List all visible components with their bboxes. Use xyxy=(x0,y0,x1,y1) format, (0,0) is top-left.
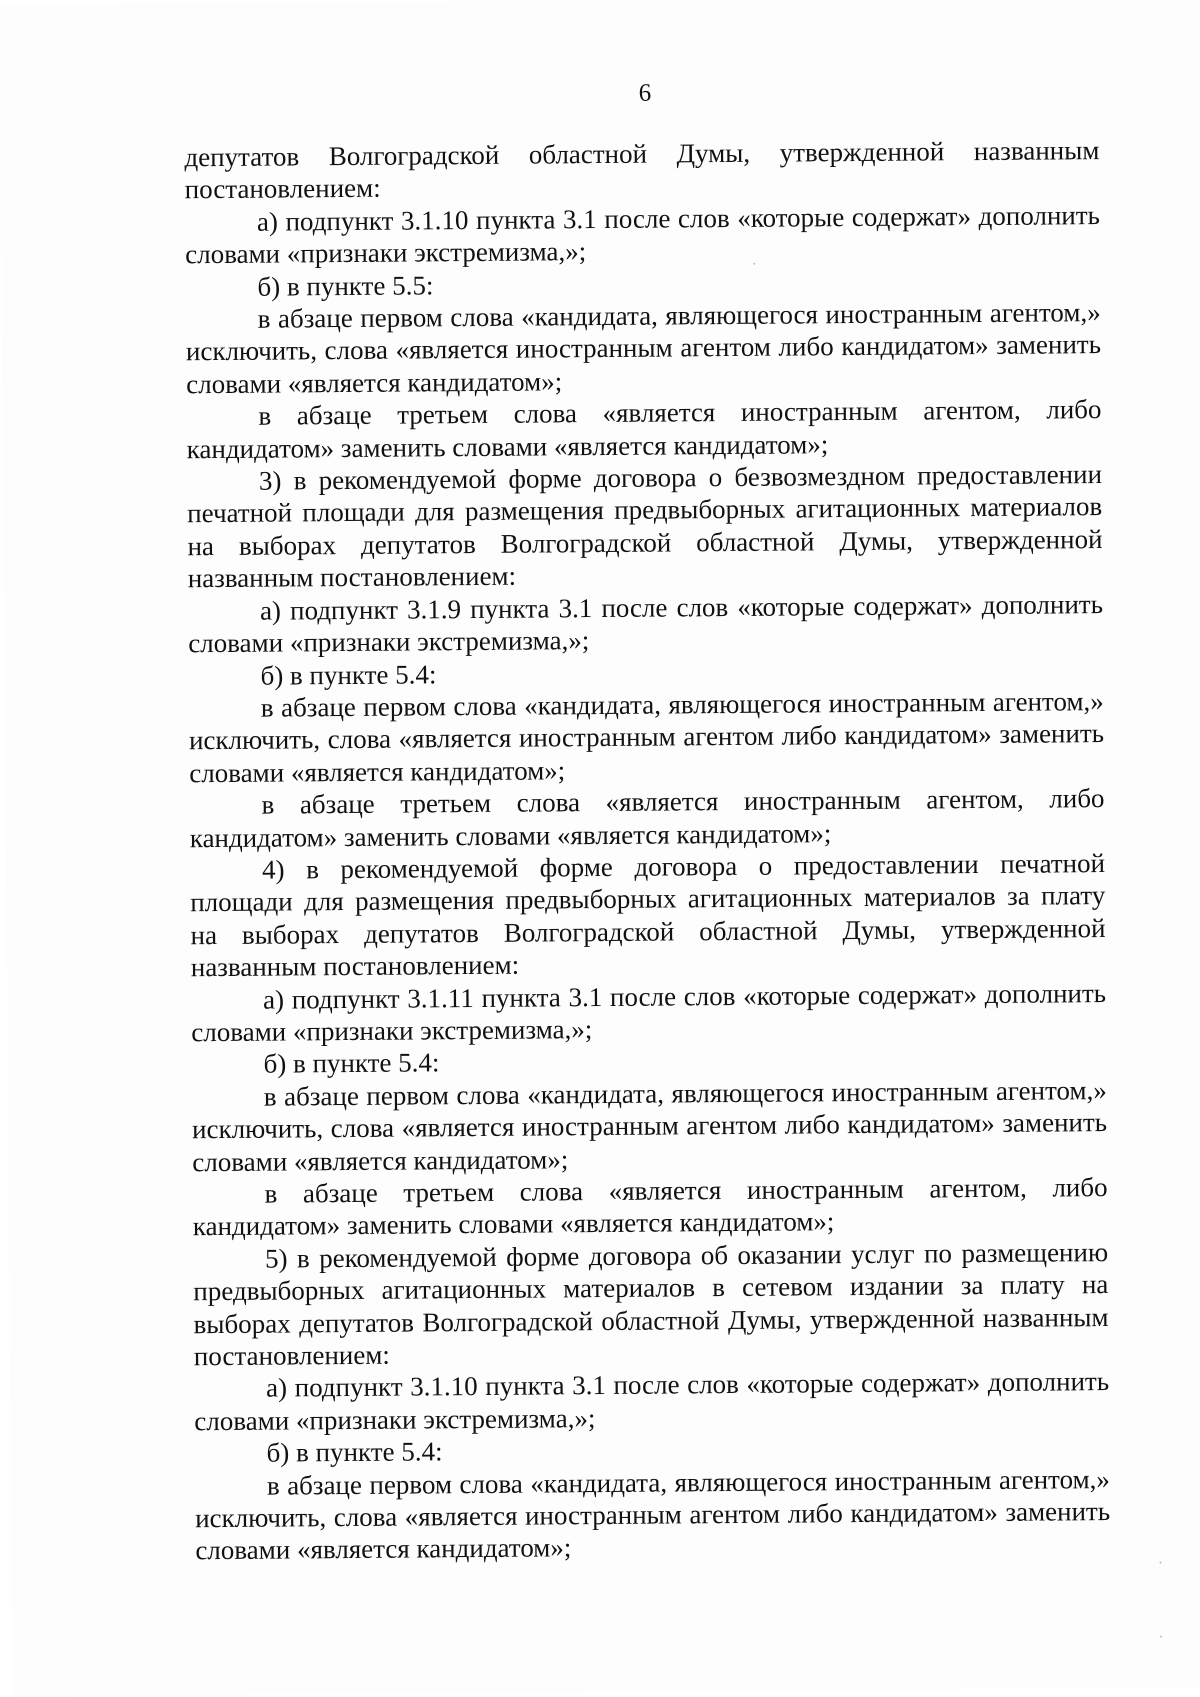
paragraph: в абзаце первом слова «кандидата, являющегося иностранным агентом,» исключить, слова «является иностранным агентом либо кандидатом» заменить словами «является кандидатом»; xyxy=(191,1074,1108,1177)
paragraph: б) в пункте 5.4: xyxy=(260,658,437,691)
paragraph: 5) в рекомендуемой форме договора об оказании услуг по размещению предвыборных агитационных материалов в сетевом издании за плату на выборах депутатов Волгоградской областной Думы, утвержденной названным постановлением: xyxy=(193,1236,1109,1372)
paragraph: в абзаце первом слова «кандидата, являющегося иностранным агентом,» исключить, слова «является иностранным агентом либо кандидатом» заменить словами «является кандидатом»; xyxy=(185,297,1102,400)
paragraph: в абзаце первом слова «кандидата, являющегося иностранным агентом,» исключить, слова «является иностранным агентом либо кандидатом» заменить словами «является кандидатом»; xyxy=(195,1463,1111,1566)
paragraph-continuation: депутатов Волгоградской областной Думы, утвержденной названным постановлением: xyxy=(184,135,1100,205)
scan-speck xyxy=(753,263,755,265)
paragraph: в абзаце третьем слова «является иностранным агентом, либо кандидатом» заменить словами «является кандидатом»; xyxy=(192,1172,1108,1242)
paragraph: 4) в рекомендуемой форме договора о предоставлении печатной площади для размещения предвыборных агитационных материалов за плату на выборах депутатов Волгоградской областной Думы, утвержденной названным постановлением: xyxy=(190,847,1106,983)
page-number: 6 xyxy=(638,79,652,107)
paragraph: а) подпункт 3.1.9 пункта 3.1 после слов «которые содержат» дополнить словами «признаки экстремизма,»; xyxy=(188,588,1104,659)
paragraph: б) в пункте 5.5: xyxy=(257,269,434,302)
scan-speck xyxy=(1159,1562,1161,1564)
paragraph: а) подпункт 3.1.11 пункта 3.1 после слов «которые содержат» дополнить словами «признаки экстремизма,»; xyxy=(191,977,1107,1048)
paragraph: б) в пункте 5.4: xyxy=(263,1047,440,1080)
paragraph: в абзаце третьем слова «является иностранным агентом, либо кандидатом» заменить словами «является кандидатом»; xyxy=(189,783,1105,853)
document-body xyxy=(184,134,1110,1567)
paragraph: 3) в рекомендуемой форме договора о безвозмездном предоставлении печатной площади для размещения предвыборных агитационных материалов на выборах депутатов Волгоградской областной Думы, утвержденной названным постановлением: xyxy=(187,459,1103,594)
paragraph: б) в пункте 5.4: xyxy=(266,1436,443,1468)
paragraph: в абзаце первом слова «кандидата, являющегося иностранным агентом,» исключить, слова «является иностранным агентом либо кандидатом» заменить словами «является кандидатом»; xyxy=(188,685,1105,788)
paragraph: а) подпункт 3.1.10 пункта 3.1 после слов «которые содержат» дополнить словами «признаки экстремизма,»; xyxy=(185,199,1101,270)
scan-speck xyxy=(1160,1636,1162,1638)
paragraph: а) подпункт 3.1.10 пункта 3.1 после слов «которые содержат» дополнить словами «признаки экстремизма,»; xyxy=(194,1366,1110,1437)
paragraph: в абзаце третьем слова «является иностранным агентом, либо кандидатом» заменить словами «является кандидатом»; xyxy=(186,394,1102,464)
